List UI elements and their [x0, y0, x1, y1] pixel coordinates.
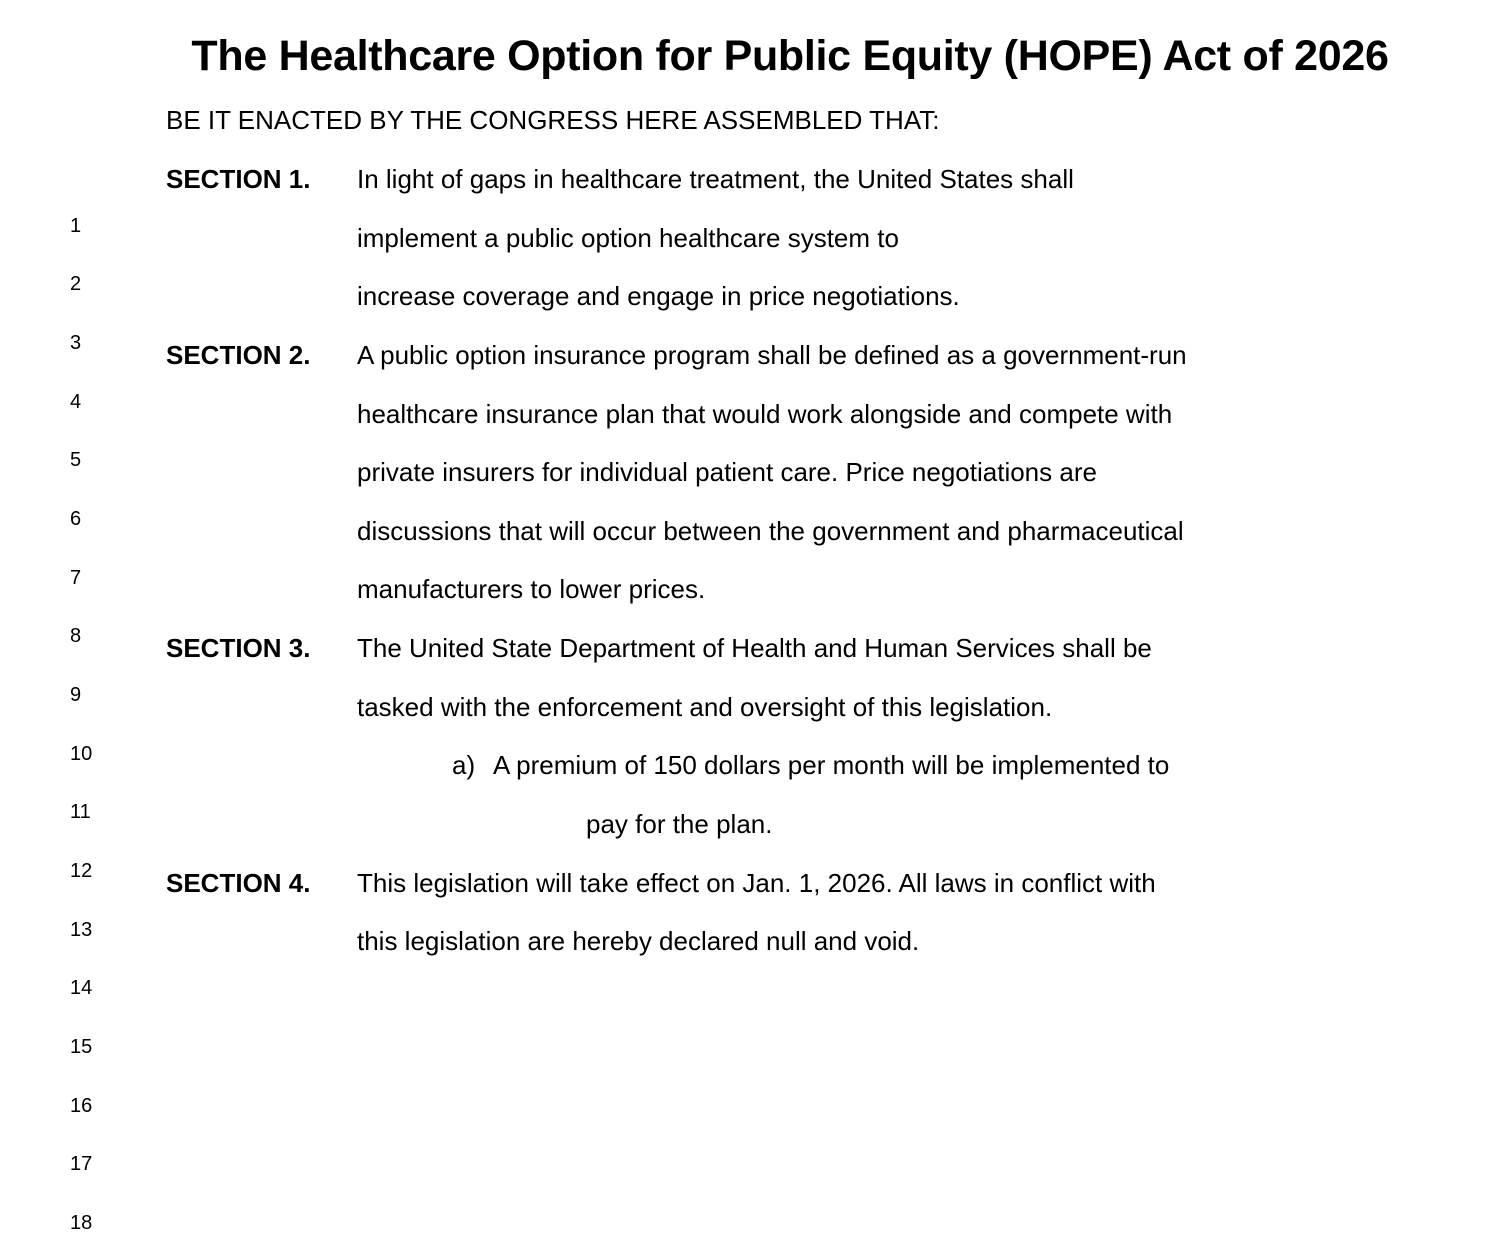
section-heading: SECTION 2. [166, 340, 311, 370]
subitem-text-line: A premium of 150 dollars per month will be implemented to [493, 750, 1170, 780]
section-heading: SECTION 1. [166, 164, 311, 194]
subitem-marker: a) [452, 750, 476, 780]
line-number: 2 [70, 273, 82, 295]
section-text-line: A public option insurance program shall be defined as a government-run [357, 340, 1187, 370]
bill-title: The Healthcare Option for Public Equity (HOPE) Act of 2026 [191, 32, 1389, 80]
section-text-line: In light of gaps in healthcare treatment, the United States shall [357, 164, 1074, 194]
line-number: 5 [70, 449, 82, 471]
line-number: 8 [70, 625, 82, 647]
line-number: 1 [70, 215, 82, 237]
section-text-line: this legislation are hereby declared null and void. [357, 926, 920, 956]
section-text-line: increase coverage and engage in price negotiations. [357, 281, 960, 311]
line-number: 16 [70, 1095, 93, 1117]
line-number: 12 [70, 860, 93, 882]
line-number: 9 [70, 684, 82, 706]
section-text-line: discussions that will occur between the government and pharmaceutical [357, 516, 1184, 546]
section-heading: SECTION 3. [166, 633, 311, 663]
enacting-clause: BE IT ENACTED BY THE CONGRESS HERE ASSEMBLED THAT: [166, 105, 940, 135]
line-number: 17 [70, 1153, 93, 1175]
section-text-line: private insurers for individual patient care. Price negotiations are [357, 457, 1097, 487]
section-text-line: This legislation will take effect on Jan. 1, 2026. All laws in conflict with [357, 868, 1156, 898]
subitem-text-line: pay for the plan. [586, 809, 773, 839]
line-number: 3 [70, 332, 82, 354]
section-text-line: implement a public option healthcare system to [357, 223, 899, 253]
line-number: 14 [70, 977, 93, 999]
section-text-line: healthcare insurance plan that would work alongside and compete with [357, 399, 1173, 429]
line-number: 10 [70, 743, 93, 765]
section-text-line: tasked with the enforcement and oversight of this legislation. [357, 692, 1053, 722]
line-number: 4 [70, 391, 82, 413]
line-number: 6 [70, 508, 82, 530]
section-heading: SECTION 4. [166, 868, 311, 898]
line-number: 11 [70, 801, 91, 823]
line-number: 18 [70, 1212, 93, 1234]
line-number: 15 [70, 1036, 93, 1058]
line-number: 13 [70, 919, 93, 941]
line-number: 7 [70, 567, 82, 589]
section-text-line: manufacturers to lower prices. [357, 574, 706, 604]
section-text-line: The United State Department of Health and Human Services shall be [357, 633, 1152, 663]
